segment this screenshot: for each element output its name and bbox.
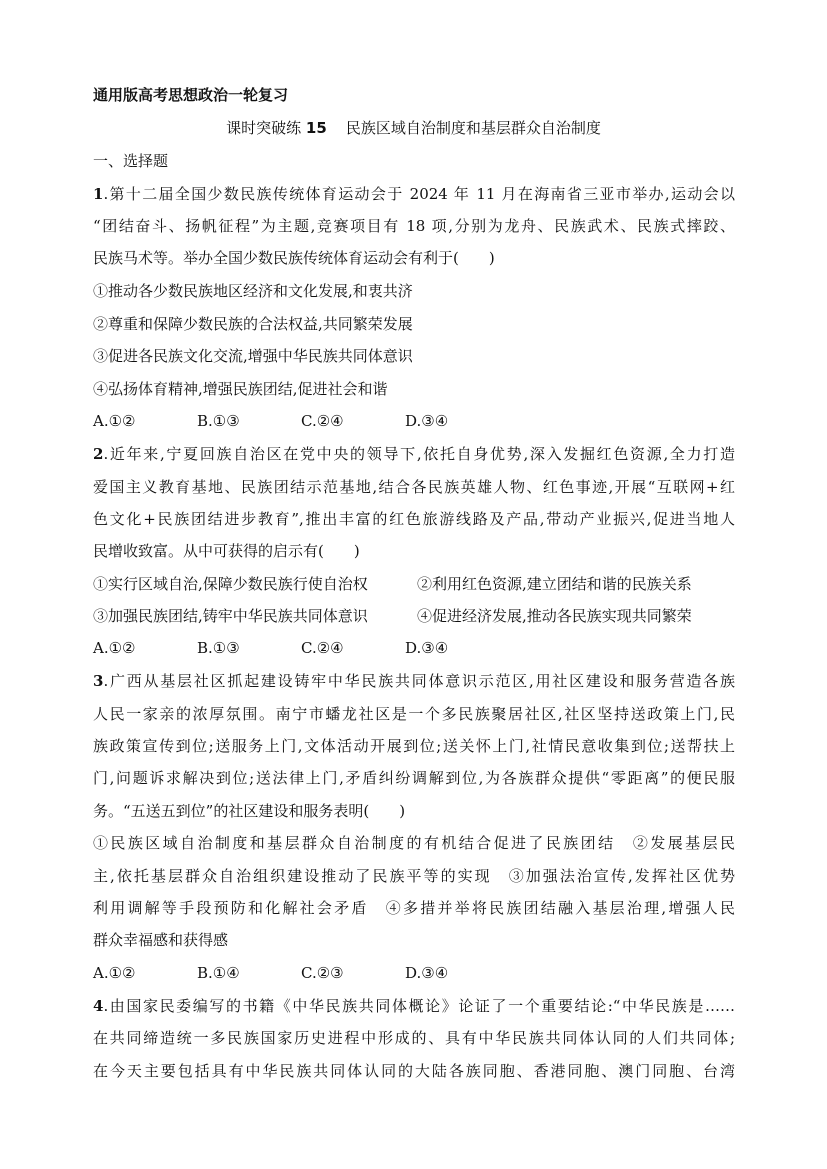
q3-item-line: 主,依托基层群众自治组织建设推动了民族平等的实现 ③加强法治宣传,发挥社区优势: [93, 867, 735, 885]
q1-number: 1: [93, 185, 104, 203]
q2-option-b[interactable]: B.①③: [197, 639, 240, 657]
q1-item: ①推动各少数民族地区经济和文化发展,和衷共济: [93, 282, 413, 300]
q3-options: [93, 962, 693, 984]
q3-stem-line: 门,问题诉求解决到位;送法律上门,矛盾纠纷调解到位,为各族群众提供“零距离”的便民服: [93, 769, 735, 787]
q3-stem-line: 3.广西从基层社区抓起建设铸牢中华民族共同体意识示范区,用社区建设和服务营造各族: [93, 672, 735, 690]
q2-options: [93, 637, 693, 659]
q1-stem-line: 民族马术等。举办全国少数民族传统体育运动会有利于( ): [93, 249, 495, 267]
q4-number: 4: [93, 997, 104, 1015]
q3-stem-line: 务。“五送五到位”的社区建设和服务表明( ): [93, 802, 406, 820]
section-title: 一、选择题: [93, 152, 169, 170]
q1-item: ③促进各民族文化交流,增强中华民族共同体意识: [93, 347, 413, 365]
document-header-title: 通用版高考思想政治一轮复习: [93, 86, 289, 104]
q2-number: 2: [93, 445, 104, 463]
q2-item: ④促进经济发展,推动各民族实现共同繁荣: [417, 607, 692, 625]
q2-option-a[interactable]: A.①②: [93, 639, 136, 657]
q3-item-line: 群众幸福感和获得感: [93, 931, 229, 949]
q1-option-b[interactable]: B.①③: [197, 412, 240, 430]
q1-option-d[interactable]: D.③④: [405, 412, 449, 430]
q3-stem-line: 人民一家亲的浓厚氛围。南宁市蟠龙社区是一个多民族聚居社区,社区坚持送政策上门,民: [93, 705, 735, 723]
q2-items-row: [93, 573, 735, 595]
q2-option-d[interactable]: D.③④: [405, 639, 449, 657]
q1-item: ④弘扬体育精神,增强民族团结,促进社会和谐: [93, 380, 388, 398]
q3-item-line: ①民族区域自治制度和基层群众自治制度的有机结合促进了民族团结 ②发展基层民: [93, 834, 735, 852]
q3-option-b[interactable]: B.①④: [197, 964, 240, 982]
q3-item-line: 利用调解等手段预防和化解社会矛盾 ④多措并举将民族团结融入基层治理,增强人民: [93, 899, 735, 917]
q2-stem-line: 爱国主义教育基地、民族团结示范基地,结合各民族英雄人物、红色事迹,开展“互联网+红: [93, 478, 735, 496]
q2-item: ②利用红色资源,建立团结和谐的民族关系: [417, 575, 692, 593]
q4-stem-line: 4.由国家民委编写的书籍《中华民族共同体概论》论证了一个重要结论:“中华民族是……: [93, 997, 735, 1015]
q2-option-c[interactable]: C.②④: [301, 639, 344, 657]
q3-number: 3: [93, 672, 104, 690]
q1-option-a[interactable]: A.①②: [93, 412, 136, 430]
q2-items-row: [93, 605, 735, 627]
q2-item: ①实行区域自治,保障少数民族行使自治权: [93, 575, 368, 593]
lesson-subtitle: [0, 117, 827, 138]
q1-item: ②尊重和保障少数民族的合法权益,共同繁荣发展: [93, 315, 413, 333]
q3-stem-line: 族政策宣传到位;送服务上门,文体活动开展到位;送关怀上门,社情民意收集到位;送帮扶上: [93, 737, 735, 755]
q2-stem-line: 色文化+民族团结进步教育”,推出丰富的红色旅游线路及产品,带动产业振兴,促进当地人: [93, 510, 735, 528]
subtitle-prefix: 课时突破练: [226, 119, 302, 137]
q2-stem-line: 2.近年来,宁夏回族自治区在党中央的领导下,依托自身优势,深入发掘红色资源,全力打造: [93, 445, 735, 463]
q3-option-d[interactable]: D.③④: [405, 964, 449, 982]
q3-option-a[interactable]: A.①②: [93, 964, 136, 982]
q2-stem-line: 民增收致富。从中可获得的启示有( ): [93, 542, 360, 560]
q1-option-c[interactable]: C.②④: [301, 412, 344, 430]
q1-options: [93, 410, 693, 432]
q2-item: ③加强民族团结,铸牢中华民族共同体意识: [93, 607, 368, 625]
q1-stem-line: 1.第十二届全国少数民族传统体育运动会于 2024 年 11 月在海南省三亚市举办,运动会以: [93, 185, 735, 203]
q3-option-c[interactable]: C.②③: [301, 964, 344, 982]
q4-stem-line: 在今天主要包括具有中华民族共同体认同的大陆各族同胞、香港同胞、澳门同胞、台湾: [93, 1062, 735, 1080]
q1-stem-line: “团结奋斗、扬帆征程”为主题,竞赛项目有 18 项,分别为龙舟、民族武术、民族式摔跤、: [93, 217, 735, 235]
subtitle-topic: 民族区域自治制度和基层群众自治制度: [345, 119, 601, 137]
q4-stem-line: 在共同缔造统一多民族国家历史进程中形成的、具有中华民族共同体认同的人们共同体;: [93, 1029, 735, 1047]
subtitle-number: 15: [305, 119, 327, 137]
